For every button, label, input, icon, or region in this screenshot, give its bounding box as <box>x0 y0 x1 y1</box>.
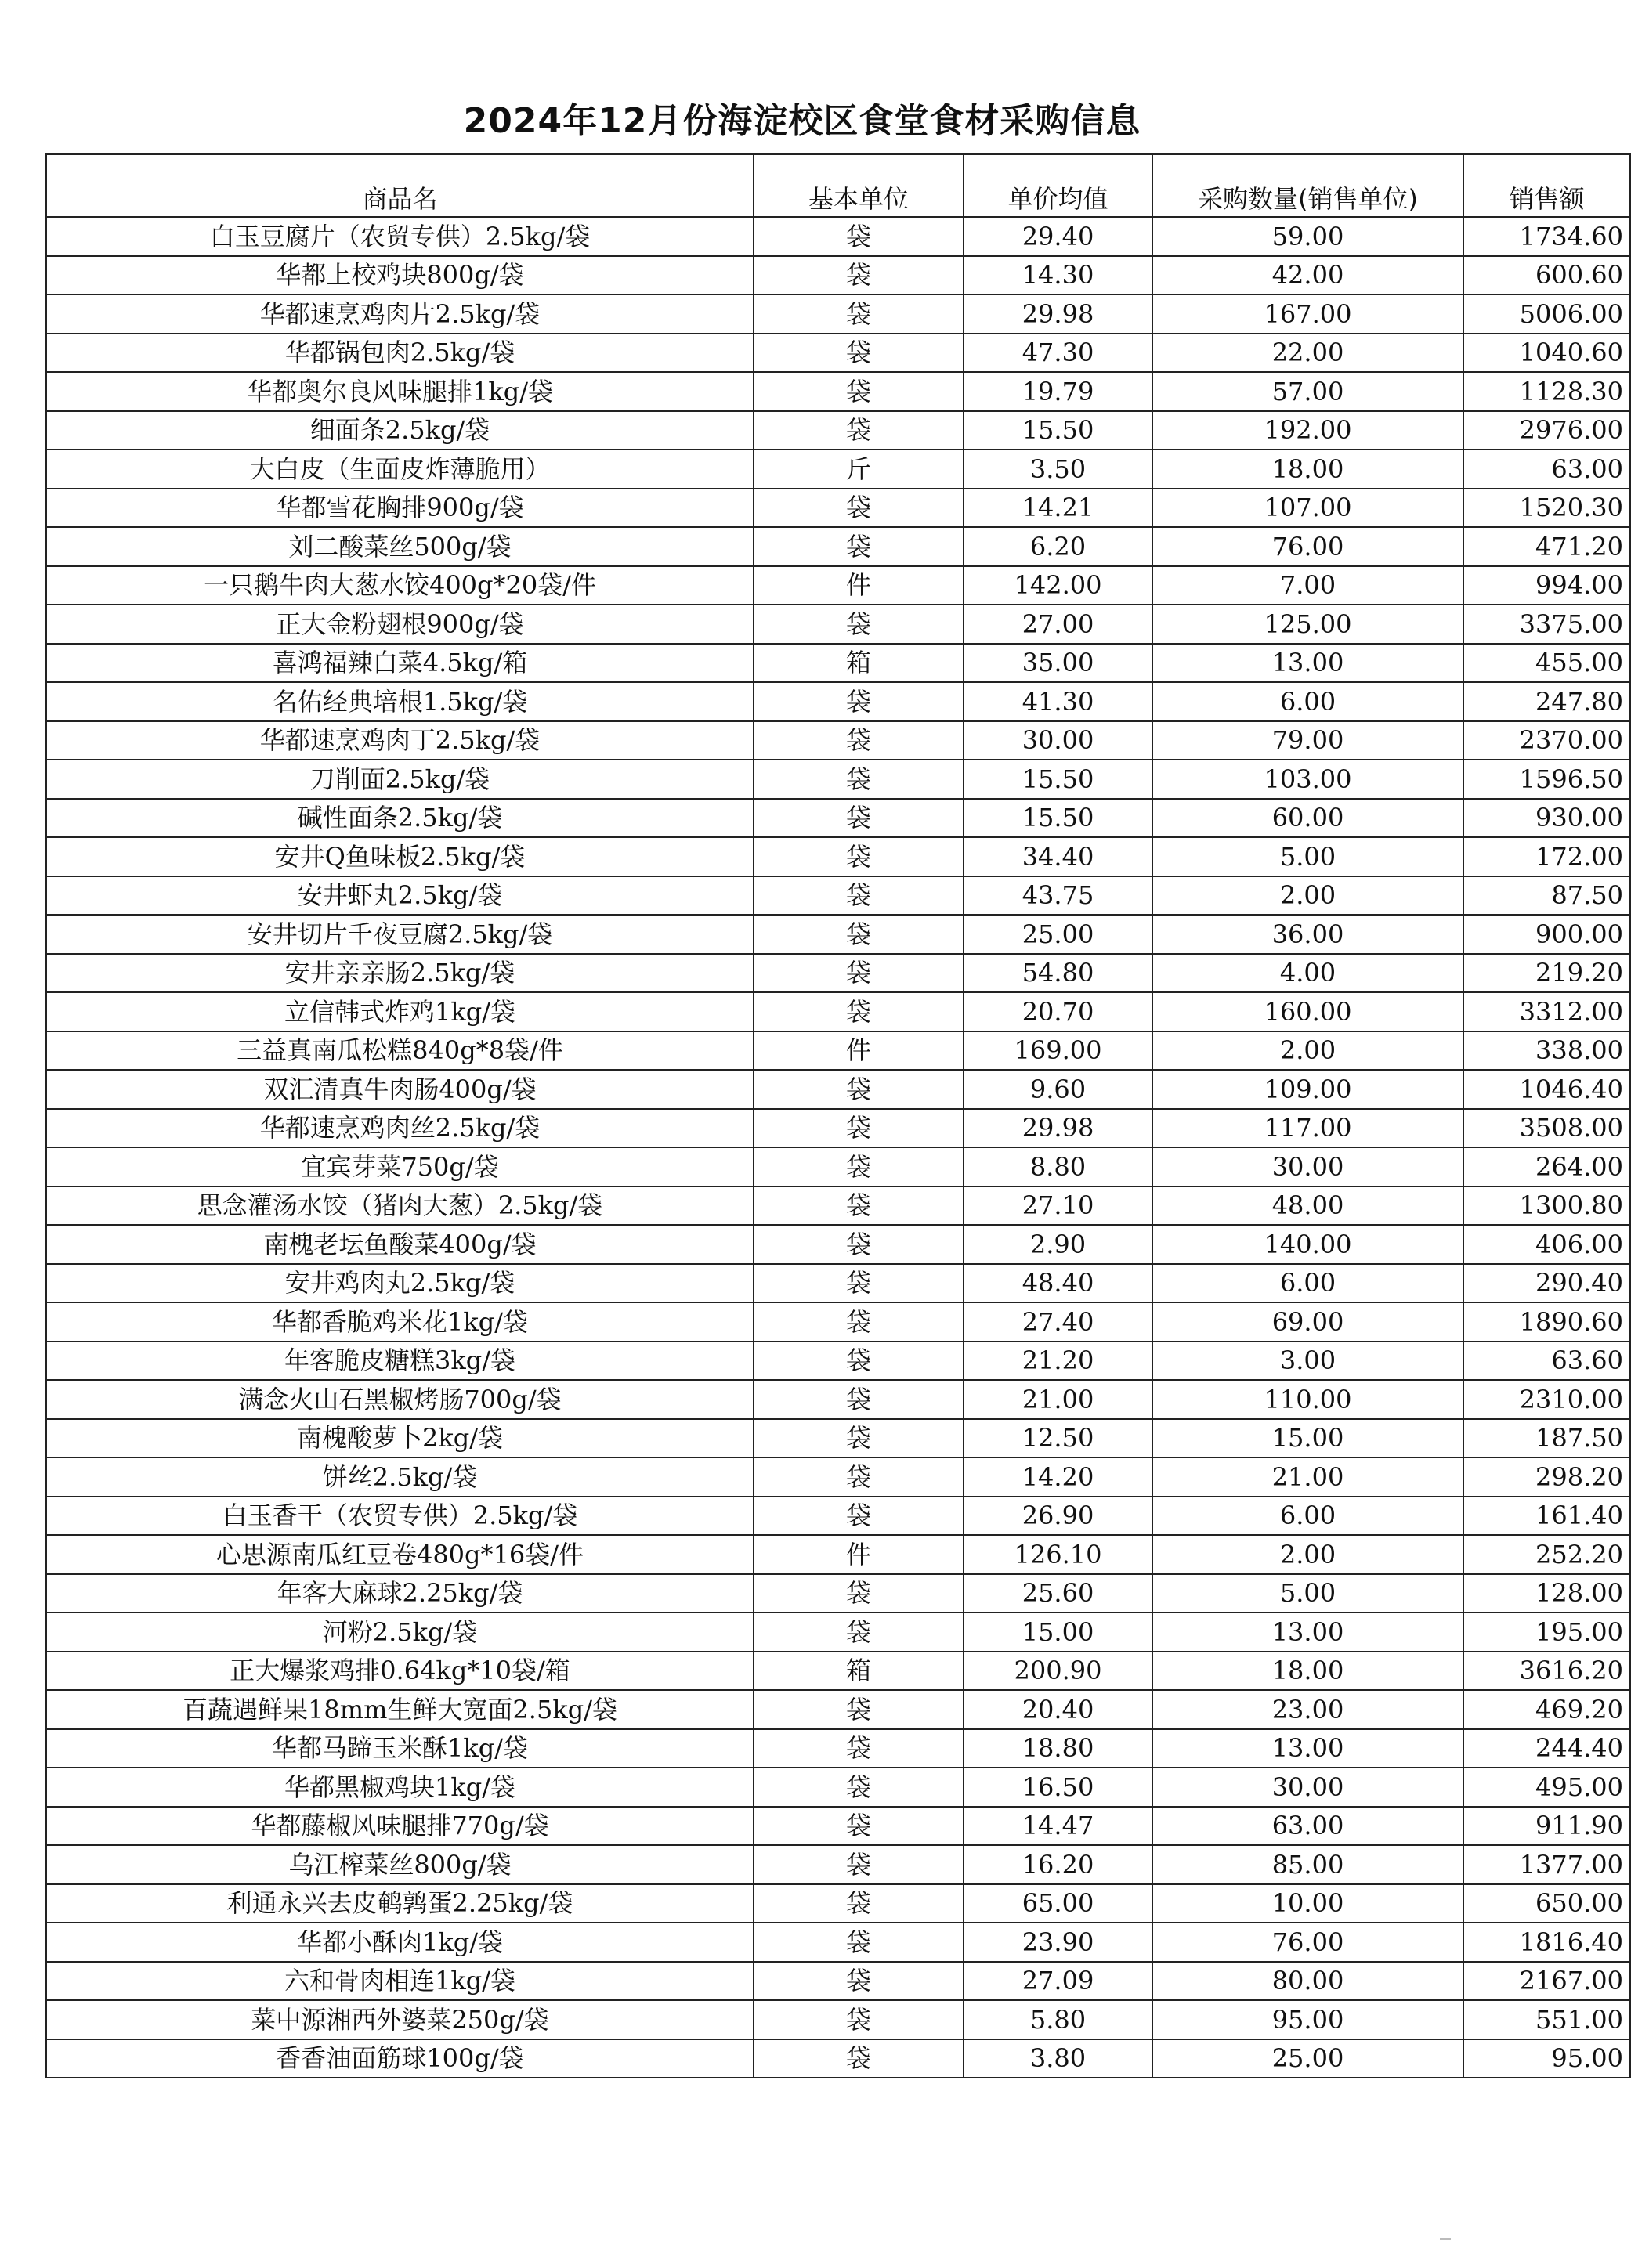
page-corner-mark <box>1440 2238 1451 2240</box>
table-row <box>46 1497 1630 1536</box>
product-name-cell: 华都藤椒风味腿排770g/袋 <box>46 1807 754 1846</box>
sales-amount-cell: 2167.00 <box>1463 1962 1630 2001</box>
header-average-price: 单价均值 <box>964 154 1152 217</box>
quantity-cell: 22.00 <box>1152 334 1463 373</box>
average-price-cell: 25.00 <box>964 915 1152 954</box>
quantity-cell: 5.00 <box>1152 837 1463 876</box>
unit-cell: 袋 <box>754 489 964 528</box>
sales-amount-cell: 2976.00 <box>1463 411 1630 450</box>
quantity-cell: 4.00 <box>1152 954 1463 993</box>
quantity-cell: 107.00 <box>1152 489 1463 528</box>
quantity-cell: 69.00 <box>1152 1302 1463 1342</box>
sales-amount-cell: 469.20 <box>1463 1690 1630 1729</box>
table-row <box>46 605 1630 644</box>
unit-cell: 袋 <box>754 1225 964 1264</box>
average-price-cell: 23.90 <box>964 1923 1152 1962</box>
average-price-cell: 2.90 <box>964 1225 1152 1264</box>
product-name-cell: 满念火山石黑椒烤肠700g/袋 <box>46 1380 754 1419</box>
quantity-cell: 25.00 <box>1152 2039 1463 2078</box>
unit-cell: 袋 <box>754 915 964 954</box>
sales-amount-cell: 600.60 <box>1463 256 1630 295</box>
quantity-cell: 2.00 <box>1152 1535 1463 1574</box>
unit-cell: 斤 <box>754 450 964 489</box>
average-price-cell: 20.70 <box>964 992 1152 1031</box>
sales-amount-cell: 1377.00 <box>1463 1845 1630 1884</box>
quantity-cell: 6.00 <box>1152 1497 1463 1536</box>
unit-cell: 袋 <box>754 2000 964 2039</box>
average-price-cell: 16.50 <box>964 1768 1152 1807</box>
table-row <box>46 294 1630 334</box>
quantity-cell: 30.00 <box>1152 1768 1463 1807</box>
product-name-cell: 华都香脆鸡米花1kg/袋 <box>46 1302 754 1342</box>
product-name-cell: 南槐酸萝卜2kg/袋 <box>46 1419 754 1458</box>
quantity-cell: 2.00 <box>1152 1031 1463 1071</box>
sales-amount-cell: 63.60 <box>1463 1342 1630 1381</box>
sales-amount-cell: 1128.30 <box>1463 372 1630 411</box>
table-row <box>46 1768 1630 1807</box>
product-name-cell: 白玉豆腐片（农贸专供）2.5kg/袋 <box>46 217 754 256</box>
table-row <box>46 372 1630 411</box>
sales-amount-cell: 1300.80 <box>1463 1186 1630 1226</box>
quantity-cell: 95.00 <box>1152 2000 1463 2039</box>
unit-cell: 袋 <box>754 605 964 644</box>
unit-cell: 袋 <box>754 1497 964 1536</box>
sales-amount-cell: 911.90 <box>1463 1807 1630 1846</box>
sales-amount-cell: 3616.20 <box>1463 1652 1630 1691</box>
product-name-cell: 大白皮（生面皮炸薄脆用） <box>46 450 754 489</box>
product-name-cell: 名佑经典培根1.5kg/袋 <box>46 682 754 721</box>
average-price-cell: 3.80 <box>964 2039 1152 2078</box>
header-purchase-quantity: 采购数量(销售单位) <box>1152 154 1463 217</box>
sales-amount-cell: 3312.00 <box>1463 992 1630 1031</box>
header-product-name: 商品名 <box>46 154 754 217</box>
unit-cell: 件 <box>754 1031 964 1071</box>
unit-cell: 袋 <box>754 294 964 334</box>
table-row <box>46 721 1630 760</box>
sales-amount-cell: 406.00 <box>1463 1225 1630 1264</box>
quantity-cell: 10.00 <box>1152 1884 1463 1923</box>
average-price-cell: 14.21 <box>964 489 1152 528</box>
sales-amount-cell: 63.00 <box>1463 450 1630 489</box>
product-name-cell: 正大金粉翅根900g/袋 <box>46 605 754 644</box>
unit-cell: 袋 <box>754 954 964 993</box>
quantity-cell: 63.00 <box>1152 1807 1463 1846</box>
table-row <box>46 1186 1630 1226</box>
average-price-cell: 47.30 <box>964 334 1152 373</box>
unit-cell: 袋 <box>754 2039 964 2078</box>
quantity-cell: 18.00 <box>1152 1652 1463 1691</box>
average-price-cell: 27.00 <box>964 605 1152 644</box>
product-name-cell: 华都速烹鸡肉片2.5kg/袋 <box>46 294 754 334</box>
unit-cell: 袋 <box>754 799 964 838</box>
quantity-cell: 109.00 <box>1152 1070 1463 1109</box>
unit-cell: 袋 <box>754 1729 964 1768</box>
unit-cell: 袋 <box>754 256 964 295</box>
header-sales-amount: 销售额 <box>1463 154 1630 217</box>
quantity-cell: 13.00 <box>1152 644 1463 683</box>
product-name-cell: 思念灌汤水饺（猪肉大葱）2.5kg/袋 <box>46 1186 754 1226</box>
table-row <box>46 1031 1630 1071</box>
unit-cell: 袋 <box>754 992 964 1031</box>
average-price-cell: 26.90 <box>964 1497 1152 1536</box>
table-row <box>46 2039 1630 2078</box>
product-name-cell: 饼丝2.5kg/袋 <box>46 1457 754 1497</box>
quantity-cell: 160.00 <box>1152 992 1463 1031</box>
product-name-cell: 菜中源湘西外婆菜250g/袋 <box>46 2000 754 2039</box>
quantity-cell: 2.00 <box>1152 876 1463 916</box>
product-name-cell: 正大爆浆鸡排0.64kg*10袋/箱 <box>46 1652 754 1691</box>
sales-amount-cell: 187.50 <box>1463 1419 1630 1458</box>
sales-amount-cell: 172.00 <box>1463 837 1630 876</box>
unit-cell: 袋 <box>754 1186 964 1226</box>
average-price-cell: 5.80 <box>964 2000 1152 2039</box>
average-price-cell: 34.40 <box>964 837 1152 876</box>
unit-cell: 袋 <box>754 1457 964 1497</box>
average-price-cell: 30.00 <box>964 721 1152 760</box>
sales-amount-cell: 219.20 <box>1463 954 1630 993</box>
table-row <box>46 1147 1630 1186</box>
product-name-cell: 华都马蹄玉米酥1kg/袋 <box>46 1729 754 1768</box>
table-row <box>46 566 1630 605</box>
quantity-cell: 192.00 <box>1152 411 1463 450</box>
sales-amount-cell: 290.40 <box>1463 1264 1630 1303</box>
sales-amount-cell: 298.20 <box>1463 1457 1630 1497</box>
average-price-cell: 29.40 <box>964 217 1152 256</box>
average-price-cell: 3.50 <box>964 450 1152 489</box>
average-price-cell: 12.50 <box>964 1419 1152 1458</box>
product-name-cell: 香香油面筋球100g/袋 <box>46 2039 754 2078</box>
table-row <box>46 915 1630 954</box>
unit-cell: 件 <box>754 566 964 605</box>
product-name-cell: 乌江榨菜丝800g/袋 <box>46 1845 754 1884</box>
unit-cell: 袋 <box>754 334 964 373</box>
table-row <box>46 992 1630 1031</box>
product-name-cell: 年客脆皮糖糕3kg/袋 <box>46 1342 754 1381</box>
product-name-cell: 细面条2.5kg/袋 <box>46 411 754 450</box>
table-row <box>46 1613 1630 1652</box>
table-row <box>46 411 1630 450</box>
product-name-cell: 安井亲亲肠2.5kg/袋 <box>46 954 754 993</box>
sales-amount-cell: 247.80 <box>1463 682 1630 721</box>
table-row <box>46 527 1630 566</box>
quantity-cell: 59.00 <box>1152 217 1463 256</box>
quantity-cell: 60.00 <box>1152 799 1463 838</box>
product-name-cell: 六和骨肉相连1kg/袋 <box>46 1962 754 2001</box>
average-price-cell: 27.40 <box>964 1302 1152 1342</box>
table-row <box>46 1302 1630 1342</box>
sales-amount-cell: 650.00 <box>1463 1884 1630 1923</box>
product-name-cell: 刀削面2.5kg/袋 <box>46 760 754 799</box>
average-price-cell: 126.10 <box>964 1535 1152 1574</box>
table-row <box>46 1923 1630 1962</box>
product-name-cell: 华都小酥肉1kg/袋 <box>46 1923 754 1962</box>
quantity-cell: 76.00 <box>1152 1923 1463 1962</box>
average-price-cell: 65.00 <box>964 1884 1152 1923</box>
sales-amount-cell: 128.00 <box>1463 1574 1630 1613</box>
average-price-cell: 41.30 <box>964 682 1152 721</box>
product-name-cell: 华都上校鸡块800g/袋 <box>46 256 754 295</box>
average-price-cell: 29.98 <box>964 1109 1152 1148</box>
average-price-cell: 27.10 <box>964 1186 1152 1226</box>
table-row <box>46 799 1630 838</box>
average-price-cell: 15.50 <box>964 760 1152 799</box>
sales-amount-cell: 1734.60 <box>1463 217 1630 256</box>
unit-cell: 袋 <box>754 1690 964 1729</box>
average-price-cell: 169.00 <box>964 1031 1152 1071</box>
unit-cell: 袋 <box>754 837 964 876</box>
unit-cell: 袋 <box>754 1768 964 1807</box>
sales-amount-cell: 551.00 <box>1463 2000 1630 2039</box>
unit-cell: 袋 <box>754 682 964 721</box>
product-name-cell: 一只鹅牛肉大葱水饺400g*20袋/件 <box>46 566 754 605</box>
average-price-cell: 16.20 <box>964 1845 1152 1884</box>
sales-amount-cell: 900.00 <box>1463 915 1630 954</box>
unit-cell: 箱 <box>754 1652 964 1691</box>
sales-amount-cell: 471.20 <box>1463 527 1630 566</box>
table-row <box>46 1342 1630 1381</box>
quantity-cell: 80.00 <box>1152 1962 1463 2001</box>
table-row <box>46 334 1630 373</box>
sales-amount-cell: 87.50 <box>1463 876 1630 916</box>
quantity-cell: 125.00 <box>1152 605 1463 644</box>
product-name-cell: 刘二酸菜丝500g/袋 <box>46 527 754 566</box>
table-row <box>46 1225 1630 1264</box>
unit-cell: 袋 <box>754 527 964 566</box>
sales-amount-cell: 455.00 <box>1463 644 1630 683</box>
quantity-cell: 3.00 <box>1152 1342 1463 1381</box>
average-price-cell: 200.90 <box>964 1652 1152 1691</box>
table-row <box>46 644 1630 683</box>
product-name-cell: 心思源南瓜红豆卷480g*16袋/件 <box>46 1535 754 1574</box>
table-row <box>46 1457 1630 1497</box>
average-price-cell: 29.98 <box>964 294 1152 334</box>
product-name-cell: 三益真南瓜松糕840g*8袋/件 <box>46 1031 754 1071</box>
product-name-cell: 安井Q鱼味板2.5kg/袋 <box>46 837 754 876</box>
quantity-cell: 117.00 <box>1152 1109 1463 1148</box>
sales-amount-cell: 3508.00 <box>1463 1109 1630 1148</box>
unit-cell: 箱 <box>754 644 964 683</box>
unit-cell: 袋 <box>754 876 964 916</box>
table-row <box>46 450 1630 489</box>
quantity-cell: 21.00 <box>1152 1457 1463 1497</box>
unit-cell: 袋 <box>754 1613 964 1652</box>
average-price-cell: 6.20 <box>964 527 1152 566</box>
average-price-cell: 21.00 <box>964 1380 1152 1419</box>
sales-amount-cell: 1816.40 <box>1463 1923 1630 1962</box>
table-row <box>46 1264 1630 1303</box>
average-price-cell: 35.00 <box>964 644 1152 683</box>
product-name-cell: 白玉香干（农贸专供）2.5kg/袋 <box>46 1497 754 1536</box>
sales-amount-cell: 244.40 <box>1463 1729 1630 1768</box>
unit-cell: 袋 <box>754 217 964 256</box>
unit-cell: 袋 <box>754 1884 964 1923</box>
sales-amount-cell: 3375.00 <box>1463 605 1630 644</box>
unit-cell: 袋 <box>754 1342 964 1381</box>
table-row <box>46 1884 1630 1923</box>
quantity-cell: 85.00 <box>1152 1845 1463 1884</box>
product-name-cell: 年客大麻球2.25kg/袋 <box>46 1574 754 1613</box>
average-price-cell: 54.80 <box>964 954 1152 993</box>
product-name-cell: 安井虾丸2.5kg/袋 <box>46 876 754 916</box>
quantity-cell: 140.00 <box>1152 1225 1463 1264</box>
quantity-cell: 23.00 <box>1152 1690 1463 1729</box>
average-price-cell: 15.50 <box>964 411 1152 450</box>
product-name-cell: 碱性面条2.5kg/袋 <box>46 799 754 838</box>
product-name-cell: 利通永兴去皮鹌鹑蛋2.25kg/袋 <box>46 1884 754 1923</box>
table-row <box>46 1652 1630 1691</box>
average-price-cell: 27.09 <box>964 1962 1152 2001</box>
average-price-cell: 20.40 <box>964 1690 1152 1729</box>
unit-cell: 袋 <box>754 411 964 450</box>
quantity-cell: 79.00 <box>1152 721 1463 760</box>
sales-amount-cell: 161.40 <box>1463 1497 1630 1536</box>
product-name-cell: 双汇清真牛肉肠400g/袋 <box>46 1070 754 1109</box>
quantity-cell: 57.00 <box>1152 372 1463 411</box>
table-row <box>46 1729 1630 1768</box>
average-price-cell: 142.00 <box>964 566 1152 605</box>
quantity-cell: 42.00 <box>1152 256 1463 295</box>
quantity-cell: 76.00 <box>1152 527 1463 566</box>
average-price-cell: 14.20 <box>964 1457 1152 1497</box>
table-row <box>46 1962 1630 2001</box>
product-name-cell: 华都黑椒鸡块1kg/袋 <box>46 1768 754 1807</box>
average-price-cell: 9.60 <box>964 1070 1152 1109</box>
product-name-cell: 百蔬遇鲜果18mm生鲜大宽面2.5kg/袋 <box>46 1690 754 1729</box>
average-price-cell: 15.00 <box>964 1613 1152 1652</box>
table-row <box>46 1574 1630 1613</box>
table-row <box>46 217 1630 256</box>
unit-cell: 袋 <box>754 1264 964 1303</box>
unit-cell: 袋 <box>754 1302 964 1342</box>
product-name-cell: 华都速烹鸡肉丝2.5kg/袋 <box>46 1109 754 1148</box>
quantity-cell: 6.00 <box>1152 682 1463 721</box>
product-name-cell: 华都锅包肉2.5kg/袋 <box>46 334 754 373</box>
table-row <box>46 837 1630 876</box>
table-row <box>46 682 1630 721</box>
sales-amount-cell: 2310.00 <box>1463 1380 1630 1419</box>
quantity-cell: 110.00 <box>1152 1380 1463 1419</box>
product-name-cell: 立信韩式炸鸡1kg/袋 <box>46 992 754 1031</box>
unit-cell: 袋 <box>754 372 964 411</box>
table-row <box>46 760 1630 799</box>
sales-amount-cell: 1890.60 <box>1463 1302 1630 1342</box>
procurement-table <box>45 153 1631 2078</box>
product-name-cell: 安井鸡肉丸2.5kg/袋 <box>46 1264 754 1303</box>
unit-cell: 袋 <box>754 1574 964 1613</box>
unit-cell: 袋 <box>754 1845 964 1884</box>
sales-amount-cell: 930.00 <box>1463 799 1630 838</box>
product-name-cell: 河粉2.5kg/袋 <box>46 1613 754 1652</box>
product-name-cell: 华都雪花胸排900g/袋 <box>46 489 754 528</box>
table-row <box>46 1070 1630 1109</box>
sales-amount-cell: 264.00 <box>1463 1147 1630 1186</box>
average-price-cell: 48.40 <box>964 1264 1152 1303</box>
product-name-cell: 喜鸿福辣白菜4.5kg/箱 <box>46 644 754 683</box>
sales-amount-cell: 1040.60 <box>1463 334 1630 373</box>
table-row <box>46 1690 1630 1729</box>
quantity-cell: 103.00 <box>1152 760 1463 799</box>
quantity-cell: 18.00 <box>1152 450 1463 489</box>
unit-cell: 袋 <box>754 760 964 799</box>
sales-amount-cell: 1520.30 <box>1463 489 1630 528</box>
unit-cell: 袋 <box>754 1419 964 1458</box>
quantity-cell: 13.00 <box>1152 1613 1463 1652</box>
table-row <box>46 1109 1630 1148</box>
sales-amount-cell: 5006.00 <box>1463 294 1630 334</box>
quantity-cell: 13.00 <box>1152 1729 1463 1768</box>
sales-amount-cell: 195.00 <box>1463 1613 1630 1652</box>
unit-cell: 袋 <box>754 1962 964 2001</box>
sales-amount-cell: 2370.00 <box>1463 721 1630 760</box>
product-name-cell: 安井切片千夜豆腐2.5kg/袋 <box>46 915 754 954</box>
sales-amount-cell: 252.20 <box>1463 1535 1630 1574</box>
unit-cell: 袋 <box>754 1807 964 1846</box>
table-row <box>46 1419 1630 1458</box>
table-row <box>46 1380 1630 1419</box>
average-price-cell: 19.79 <box>964 372 1152 411</box>
product-name-cell: 宜宾芽菜750g/袋 <box>46 1147 754 1186</box>
quantity-cell: 167.00 <box>1152 294 1463 334</box>
table-row <box>46 1845 1630 1884</box>
quantity-cell: 15.00 <box>1152 1419 1463 1458</box>
quantity-cell: 30.00 <box>1152 1147 1463 1186</box>
quantity-cell: 48.00 <box>1152 1186 1463 1226</box>
sales-amount-cell: 1596.50 <box>1463 760 1630 799</box>
table-row <box>46 954 1630 993</box>
average-price-cell: 14.30 <box>964 256 1152 295</box>
table-header-row <box>46 154 1630 217</box>
quantity-cell: 36.00 <box>1152 915 1463 954</box>
unit-cell: 袋 <box>754 1923 964 1962</box>
table-row <box>46 876 1630 916</box>
average-price-cell: 18.80 <box>964 1729 1152 1768</box>
table-row <box>46 1807 1630 1846</box>
table-row <box>46 2000 1630 2039</box>
unit-cell: 袋 <box>754 721 964 760</box>
quantity-cell: 7.00 <box>1152 566 1463 605</box>
quantity-cell: 5.00 <box>1152 1574 1463 1613</box>
table-row <box>46 1535 1630 1574</box>
table-row <box>46 489 1630 528</box>
sales-amount-cell: 338.00 <box>1463 1031 1630 1071</box>
header-base-unit: 基本单位 <box>754 154 964 217</box>
unit-cell: 袋 <box>754 1109 964 1148</box>
average-price-cell: 15.50 <box>964 799 1152 838</box>
average-price-cell: 21.20 <box>964 1342 1152 1381</box>
product-name-cell: 华都奥尔良风味腿排1kg/袋 <box>46 372 754 411</box>
page-title: 2024年12月份海淀校区食堂食材采购信息 <box>463 101 1141 141</box>
table-row <box>46 256 1630 295</box>
average-price-cell: 25.60 <box>964 1574 1152 1613</box>
unit-cell: 袋 <box>754 1070 964 1109</box>
product-name-cell: 华都速烹鸡肉丁2.5kg/袋 <box>46 721 754 760</box>
unit-cell: 袋 <box>754 1147 964 1186</box>
average-price-cell: 43.75 <box>964 876 1152 916</box>
sales-amount-cell: 95.00 <box>1463 2039 1630 2078</box>
quantity-cell: 6.00 <box>1152 1264 1463 1303</box>
average-price-cell: 8.80 <box>964 1147 1152 1186</box>
average-price-cell: 14.47 <box>964 1807 1152 1846</box>
unit-cell: 袋 <box>754 1380 964 1419</box>
sales-amount-cell: 495.00 <box>1463 1768 1630 1807</box>
sales-amount-cell: 994.00 <box>1463 566 1630 605</box>
product-name-cell: 南槐老坛鱼酸菜400g/袋 <box>46 1225 754 1264</box>
sales-amount-cell: 1046.40 <box>1463 1070 1630 1109</box>
unit-cell: 件 <box>754 1535 964 1574</box>
